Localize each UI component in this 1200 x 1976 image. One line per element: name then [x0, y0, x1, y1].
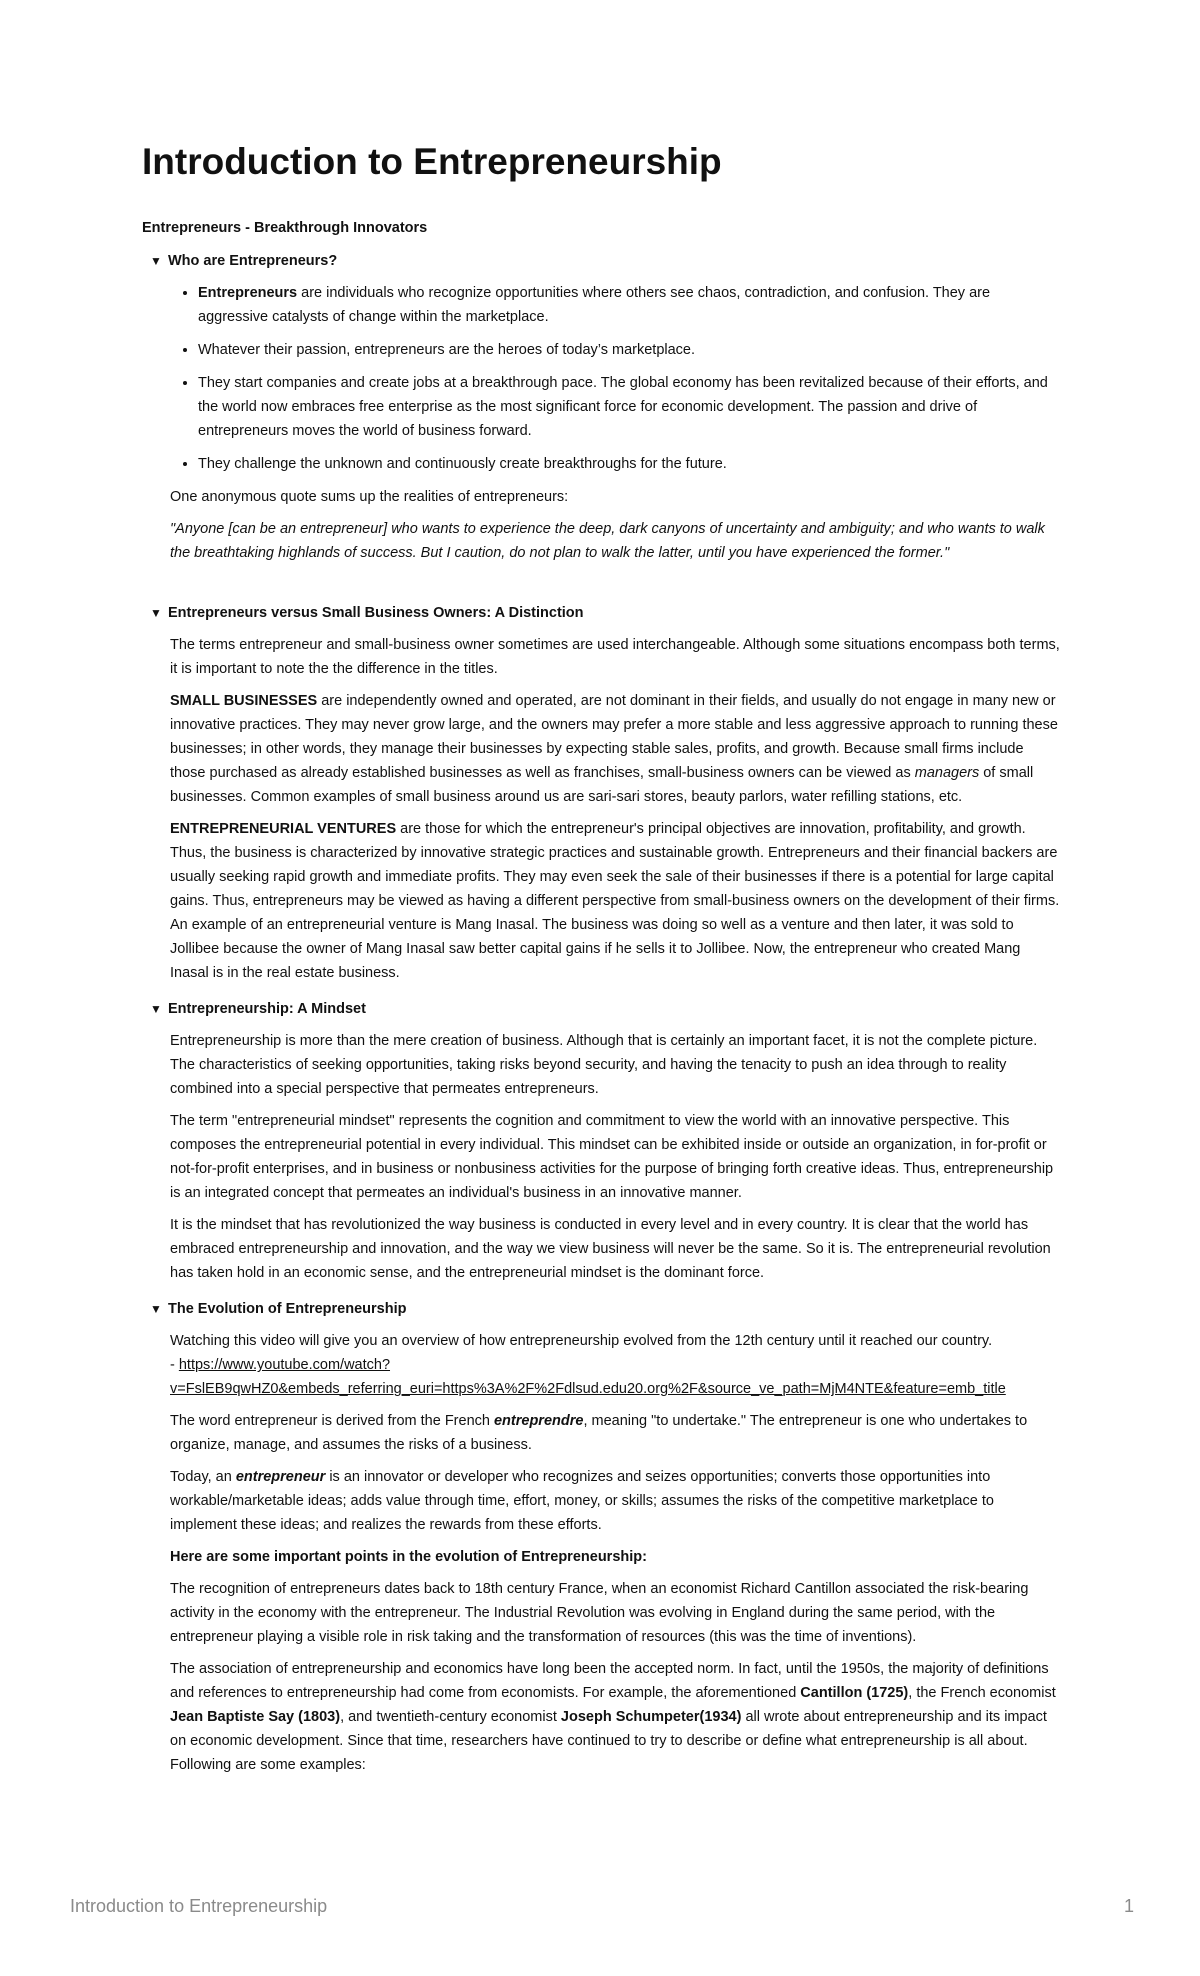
- bold-italic-term: entrepreneur: [235, 1469, 326, 1486]
- paragraph-text: The word entrepreneur is derived from the French: [170, 1413, 494, 1430]
- italic-term: managers: [914, 765, 980, 782]
- bold-term: Entrepreneurs: [198, 285, 298, 302]
- paragraph: Entrepreneurship is more than the mere creation of business. Although that is certainly an important facet, it is not the complete picture. The characteristics of seeking opportunities, taking risks beyond security, and having the tenacity to push an idea through to reality combined into a special perspective that permeates entrepreneurs.: [170, 1033, 1038, 1098]
- triangle-down-icon: ▼: [150, 606, 162, 621]
- bold-italic-term: entreprendre: [493, 1413, 584, 1430]
- paragraph-text: , meaning "to undertake." The entrepreneur is one who undertakes to organize, manage, and assumes the risks of a business.: [170, 1413, 1028, 1454]
- section-heading: The Evolution of Entrepreneurship: [168, 1301, 407, 1318]
- triangle-down-icon: ▼: [150, 1302, 162, 1317]
- bold-term: SMALL BUSINESSES: [170, 693, 318, 710]
- section-body: [170, 1329, 1062, 1777]
- video-link[interactable]: https://www.youtube.com/watch?: [178, 1357, 391, 1374]
- quote-intro: One anonymous quote sums up the realities of entrepreneurs:: [170, 489, 569, 506]
- footer-title: Introduction to Entrepreneurship: [70, 1896, 328, 1916]
- section-evolution: [142, 1301, 1062, 1777]
- page-footer: [70, 1896, 1134, 1917]
- section-body: [170, 281, 1062, 565]
- bullet-list: [170, 281, 1062, 476]
- triangle-down-icon: ▼: [150, 1002, 162, 1017]
- section-body: [170, 633, 1062, 985]
- video-paragraph: [170, 1329, 1062, 1401]
- paragraph: The terms entrepreneur and small-business owner sometimes are used interchangeable. Although some situations encompass both terms, it is important to note the the difference in the titles.: [170, 637, 1060, 678]
- paragraph: [170, 817, 1062, 985]
- video-dash: -: [170, 1357, 179, 1374]
- bold-term: Jean Baptiste Say (1803): [170, 1709, 341, 1726]
- paragraph: The term "entrepreneurial mindset" represents the cognition and commitment to view the world with an innovative perspective. This composes the entrepreneurial potential in every individual. This mindset can be exhibited inside or outside an organization, in for-profit or not-for-profit enterprises, and in business or nonbusiness activities for the purpose of bringing forth creative ideas. Thus, entrepreneurship is an integrated concept that permeates an individual's business in an innovative manner.: [170, 1113, 1054, 1202]
- paragraph: [170, 1465, 1062, 1537]
- paragraph-text: are independently owned and operated, are not dominant in their fields, and usually do not engage in many new or innovative practices. They may never grow large, and the owners may prefer a more stable and less aggressive approach to running these businesses; in other words, they manage their businesses by expecting stable sales, profits, and growth. Because small firms include those purchased as already established businesses as well as franchises, small-business owners can be viewed as: [170, 693, 1058, 782]
- section-mindset: [142, 1001, 1062, 1285]
- list-item: [198, 281, 1062, 329]
- list-item-text: are individuals who recognize opportunities where others see chaos, contradiction, and confusion. They are aggressive catalysts of change within the marketplace.: [198, 285, 991, 326]
- section-body: [170, 1029, 1062, 1285]
- points-heading: Here are some important points in the evolution of Entrepreneurship:: [170, 1549, 647, 1566]
- section-toggle-mindset[interactable]: [150, 1001, 1062, 1017]
- bold-term: ENTREPRENEURIAL VENTURES: [170, 821, 397, 838]
- section-heading: Who are Entrepreneurs?: [168, 253, 338, 270]
- video-text: Watching this video will give you an overview of how entrepreneurship evolved from the 12th century until it reached our country.: [170, 1333, 993, 1350]
- page-number: 1: [1123, 1896, 1134, 1916]
- paragraph-text: The association of entrepreneurship and economics have long been the accepted norm. In fact, until the 1950s, the majority of definitions and references to entrepreneurship had come from economists. For example, the aforementioned: [170, 1661, 1049, 1702]
- paragraph-text: , the French economist: [908, 1685, 1056, 1702]
- paragraph-text: are those for which the entrepreneur's principal objectives are innovation, profitability, and growth. Thus, the business is characterized by innovative strategic practices and sustainable growth. Entrepreneurs and their financial backers are usually seeking rapid growth and immediate profits. They may even seek the sale of their businesses if there is a potential for large capital gains. Thus, entrepreneurs may be viewed as having a different perspective from small-business owners on the development of their firms. An example of an entrepreneurial venture is Mang Inasal. The business was doing so well as a venture and then later, it was sold to Jollibee because the owner of Mang Inasal saw better capital gains if he sells it to Jollibee. Now, the entrepreneur who created Mang Inasal is in the real estate business.: [170, 821, 1060, 982]
- section-small-business-distinction: [142, 605, 1062, 985]
- video-link-continued[interactable]: v=FslEB9qwHZ0&embeds_referring_euri=https%3A%2F%2Fdlsud.edu20.org%2F&source_ve_path=MjM4NTE&feature=emb_title: [170, 1381, 1006, 1398]
- paragraph-text: , and twentieth-century economist: [340, 1709, 561, 1726]
- list-item: • Whatever their passion, entrepreneurs are the heroes of today’s marketplace.: [198, 338, 1062, 362]
- page-title: Introduction to Entrepreneurship: [142, 141, 722, 182]
- section-toggle-small-business[interactable]: [150, 605, 1062, 621]
- section-heading: Entrepreneurs versus Small Business Owners: A Distinction: [168, 605, 584, 622]
- list-item: • They challenge the unknown and continuously create breakthroughs for the future.: [198, 452, 1062, 476]
- section-toggle-who-are-entrepreneurs[interactable]: [150, 253, 1062, 269]
- paragraph: [170, 1657, 1062, 1777]
- section-heading: Entrepreneurship: A Mindset: [168, 1001, 366, 1018]
- triangle-down-icon: ▼: [150, 254, 162, 269]
- document-page: [142, 140, 1062, 1793]
- paragraph: [170, 689, 1062, 809]
- subtitle: Entrepreneurs - Breakthrough Innovators: [142, 220, 428, 237]
- paragraph: It is the mindset that has revolutionized the way business is conducted in every level and in every country. It is clear that the world has embraced entrepreneurship and innovation, and the way we view business will never be the same. So it is. The entrepreneurial revolution has taken hold in an economic sense, and the entrepreneurial mindset is the dominant force.: [170, 1217, 1051, 1282]
- paragraph: [170, 1409, 1062, 1457]
- paragraph-text: all wrote about entrepreneurship and its impact on economic development. Since that time, researchers have continued to try to describe or define what entrepreneurship is all about. Following are some examples:: [170, 1709, 1047, 1774]
- paragraph: The recognition of entrepreneurs dates back to 18th century France, when an economist Richard Cantillon associated the risk-bearing activity in the economy with the entrepreneur. The Industrial Revolution was evolving in England during the same period, with the entrepreneur playing a visible role in risk taking and the transformation of resources (this was the time of inventions).: [170, 1581, 1029, 1646]
- bold-term: Cantillon (1725): [800, 1685, 909, 1702]
- section-toggle-evolution[interactable]: [150, 1301, 1062, 1317]
- quote: "Anyone [can be an entrepreneur] who wants to experience the deep, dark canyons of uncertainty and ambiguity; and who wants to walk the breathtaking highlands of success. But I caution, do not plan to walk the latter, until you have experienced the former.": [170, 521, 1045, 562]
- paragraph-text: of small businesses. Common examples of small business around us are sari-sari stores, beauty parlors, water refilling stations, etc.: [170, 765, 1034, 806]
- paragraph-text: is an innovator or developer who recognizes and seizes opportunities; converts those opportunities into workable/marketable ideas; adds value through time, effort, money, or skills; assumes the risks of the competitive marketplace to implement these ideas; and realizes the rewards from these efforts.: [170, 1469, 994, 1534]
- section-who-are-entrepreneurs: [142, 253, 1062, 565]
- list-item: • They start companies and create jobs at a breakthrough pace. The global economy has been revitalized because of their efforts, and the world now embraces free enterprise as the most significant force for economic development. The passion and drive of entrepreneurs moves the world of business forward.: [198, 371, 1062, 443]
- bold-term: Joseph Schumpeter(1934): [560, 1709, 742, 1726]
- paragraph-text: Today, an: [170, 1469, 236, 1486]
